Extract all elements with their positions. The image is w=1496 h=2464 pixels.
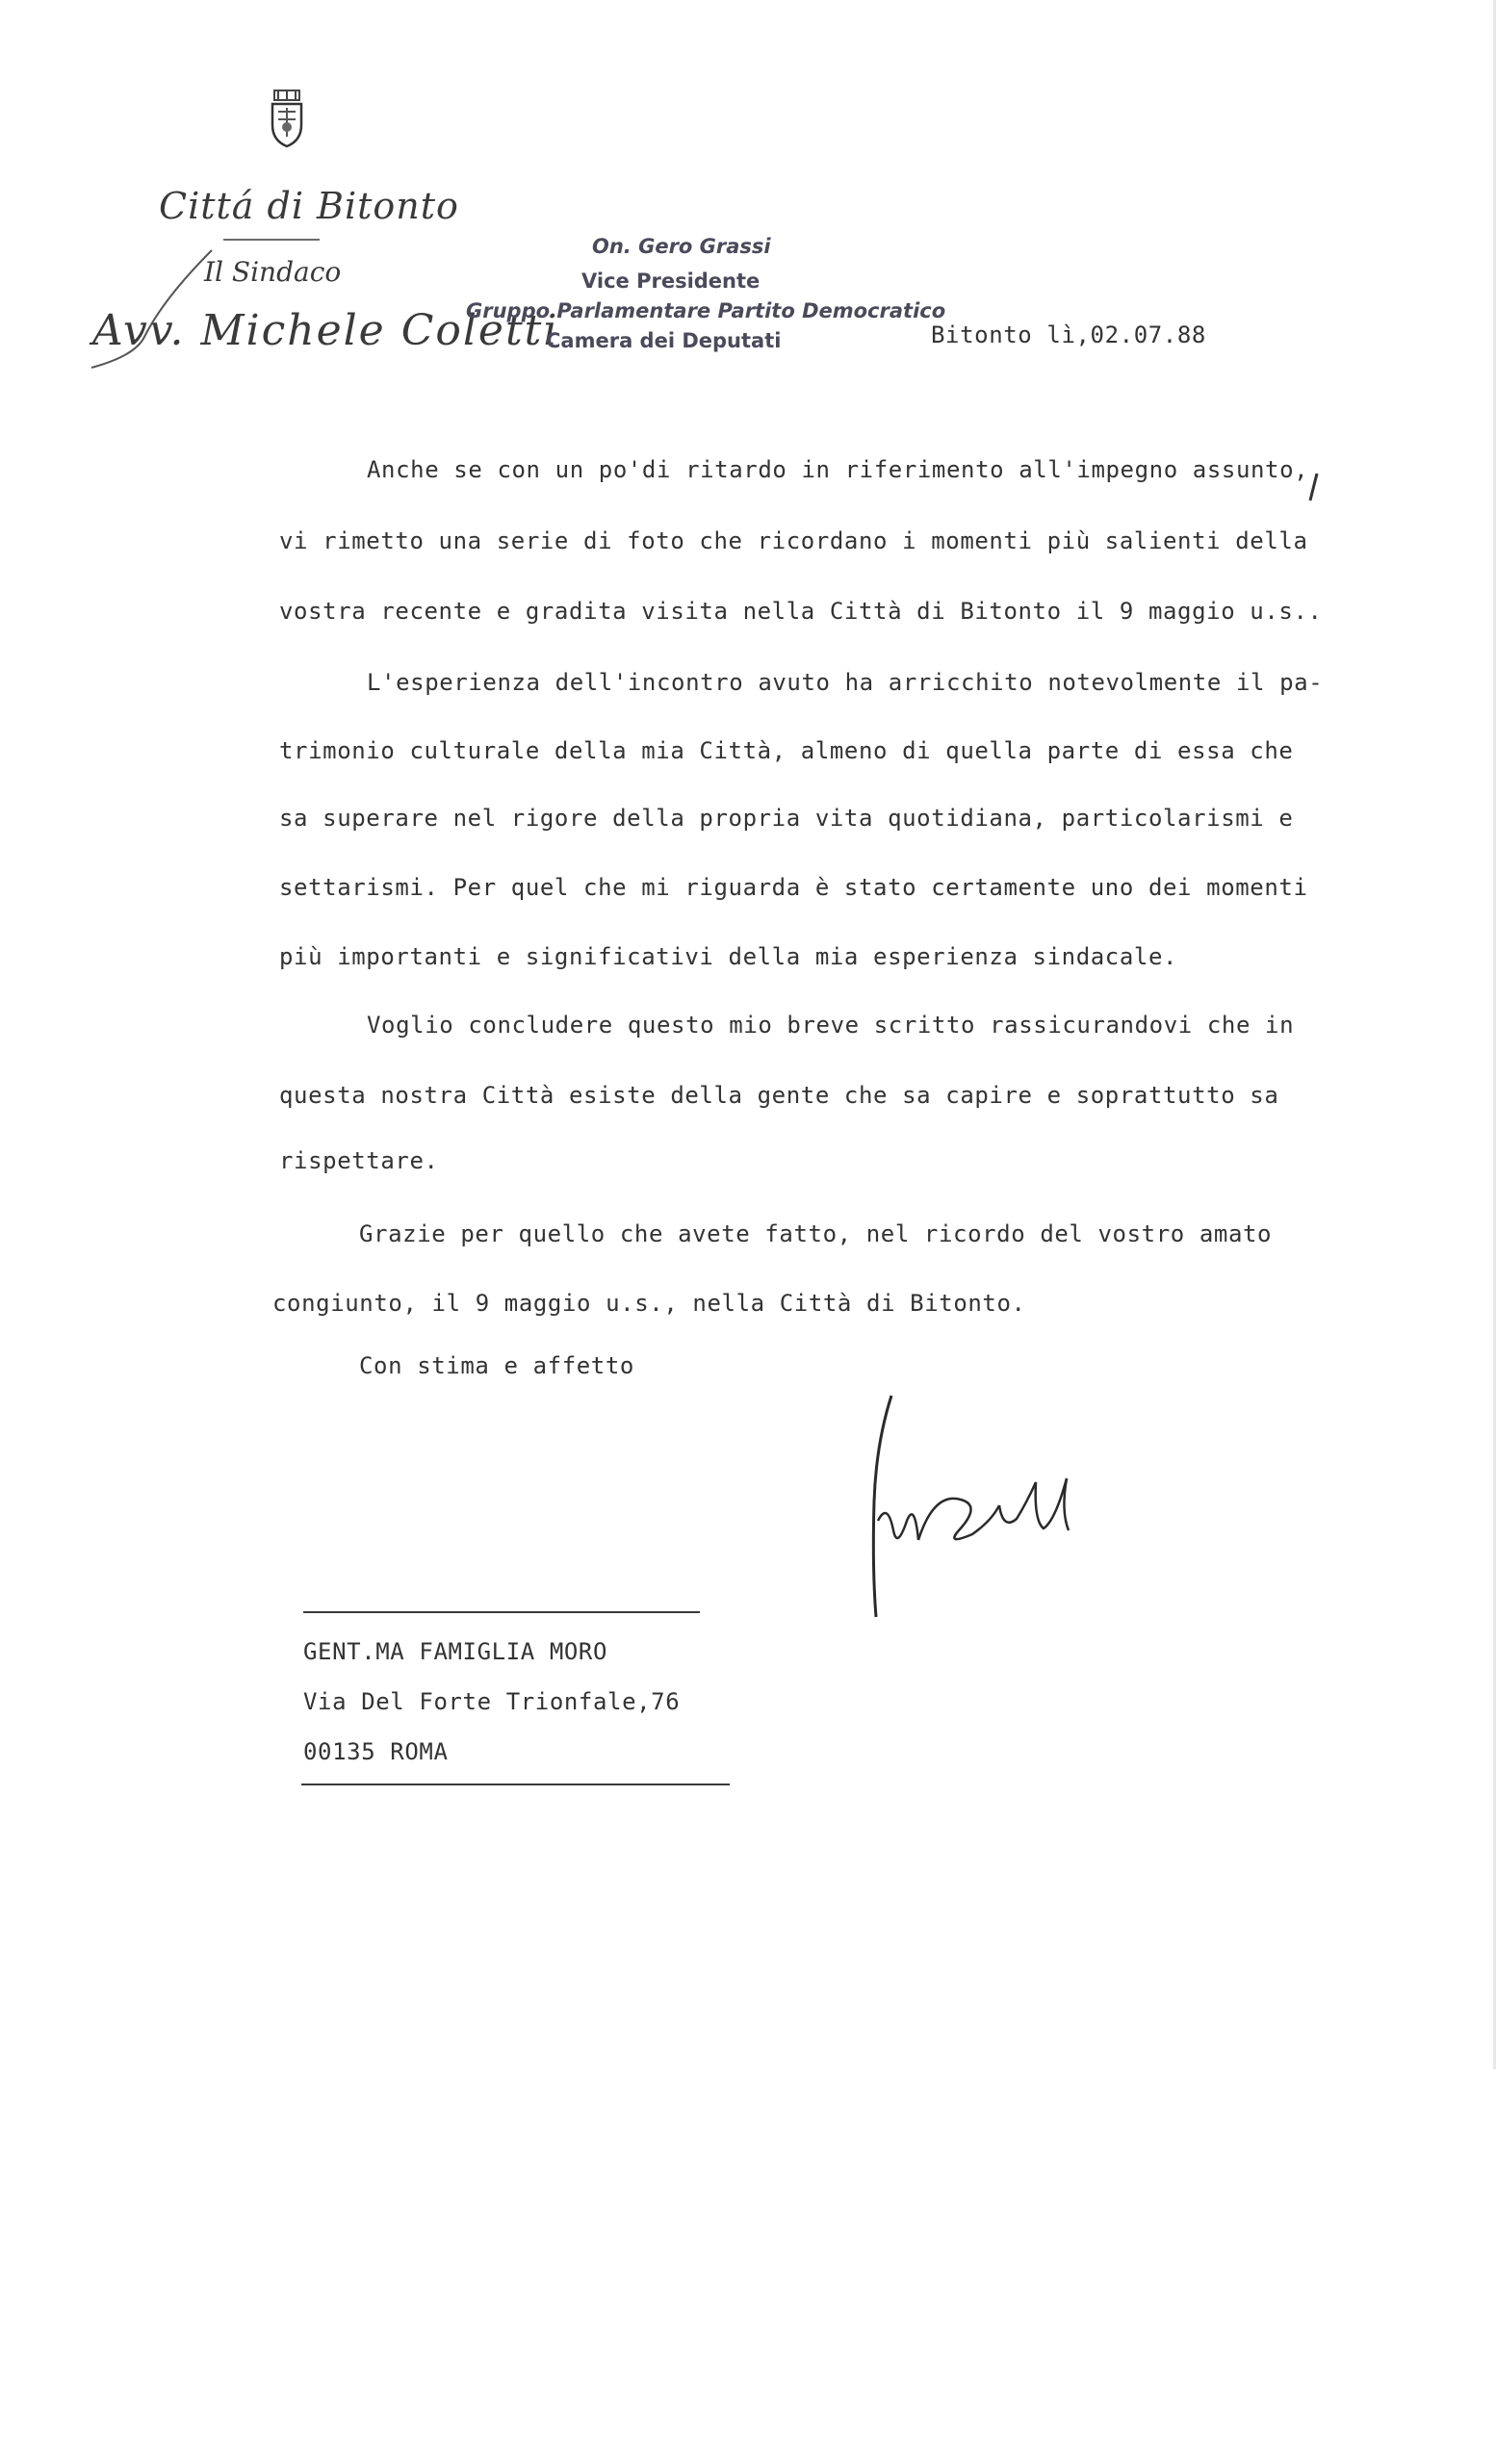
body-line: trimonio culturale della mia Città, almeno di quella parte di essa che <box>279 737 1294 764</box>
handwritten-signature <box>838 1386 1117 1627</box>
stamp-line-group: Gruppo Parlamentare Partito Democratico <box>466 299 946 322</box>
letterhead-flourish-icon <box>87 241 221 375</box>
stamp-line-name: On. Gero Grassi <box>592 235 771 258</box>
body-line: Anche se con un po'di ritardo in riferimento all'impegno assunto, <box>367 456 1309 483</box>
body-line: Voglio concludere questo mio breve scritto rassicurandovi che in <box>367 1012 1295 1039</box>
body-line: vostra recente e gradita visita nella Città di Bitonto il 9 maggio u.s.. <box>279 598 1323 625</box>
recipient-name: GENT.MA FAMIGLIA MORO <box>303 1638 608 1665</box>
letter-date: Bitonto lì,02.07.88 <box>931 321 1206 348</box>
city-name: Cittá di Bitonto <box>159 185 459 227</box>
recipient-street: Via Del Forte Trionfale,76 <box>303 1688 681 1715</box>
body-line: vi rimetto una serie di foto che ricordano i momenti più salienti della <box>279 527 1308 554</box>
body-line: Grazie per quello che avete fatto, nel ricordo del vostro amato <box>359 1220 1273 1247</box>
recipient-city: 00135 ROMA <box>303 1738 449 1765</box>
body-line: sa superare nel rigore della propria vita quotidiana, particolarismi e <box>279 805 1294 832</box>
body-line: più importanti e significativi della mia esperienza sindacale. <box>279 943 1178 970</box>
body-line: rispettare. <box>279 1147 439 1174</box>
body-line: settarismi. Per quel che mi riguarda è stato certamente uno dei momenti <box>279 874 1308 901</box>
mayor-title: Il Sindaco <box>204 256 342 288</box>
body-line: questa nostra Città esiste della gente che sa capire e soprattutto sa <box>279 1082 1279 1109</box>
mayor-name: Avv. Michele Coletti <box>92 306 559 355</box>
letterhead-divider <box>223 239 320 241</box>
closing-line: Con stima e affetto <box>359 1352 634 1379</box>
body-line: L'esperienza dell'incontro avuto ha arricchito notevolmente il pa- <box>367 669 1324 696</box>
stamp-line-chamber: Camera dei Deputati <box>546 329 782 352</box>
handwritten-comma-mark <box>1306 472 1320 502</box>
coat-of-arms-icon <box>267 89 307 150</box>
body-line: congiunto, il 9 maggio u.s., nella Città di Bitonto. <box>272 1290 1026 1317</box>
stamp-line-role: Vice Presidente <box>581 270 761 293</box>
address-bottom-rule <box>301 1784 730 1785</box>
address-top-rule <box>303 1611 700 1613</box>
